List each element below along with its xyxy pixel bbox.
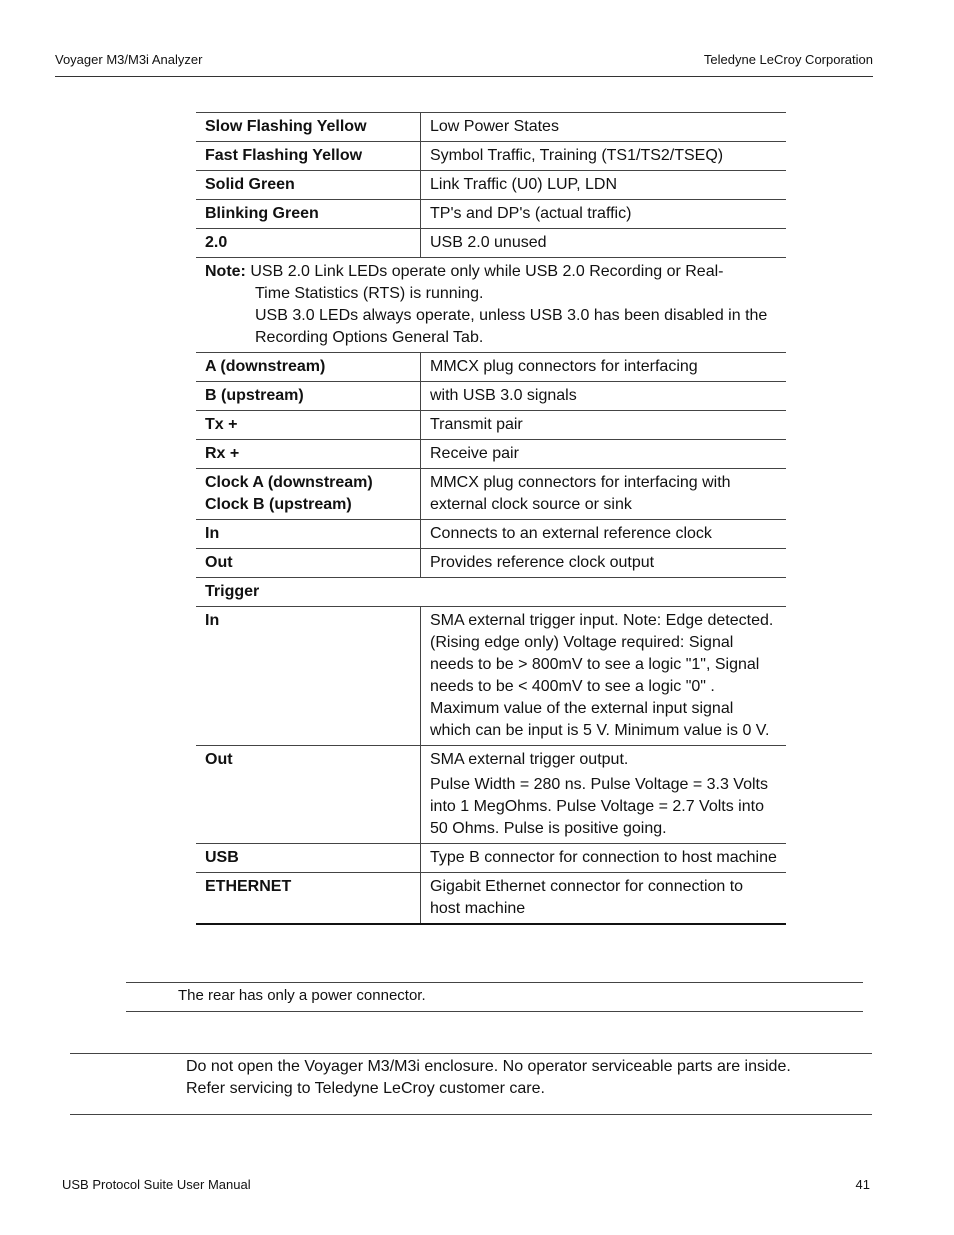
footer-title: USB Protocol Suite User Manual [62,1177,251,1192]
table-row [196,229,786,258]
row-desc: Symbol Traffic, Training (TS1/TS2/TSEQ) [421,142,787,171]
clock-a-label: Clock A (downstream) [205,474,373,491]
row-desc: Link Traffic (U0) LUP, LDN [421,171,787,200]
table-row [196,200,786,229]
row-desc: TP's and DP's (actual traffic) [421,200,787,229]
rear-note-text: The rear has only a power connector. [178,987,426,1004]
note-row [196,258,786,353]
table-row [196,873,786,925]
table-row [196,171,786,200]
row-label: In [196,607,421,746]
row-label: 2.0 [196,229,421,258]
table-row [196,469,786,520]
trigger-heading-row [196,578,786,607]
note-line-3: USB 3.0 LEDs always operate, unless USB 3.0 has been disabled in the [255,307,768,324]
row-desc: MMCX plug connectors for interfacing with external clock source or sink [421,469,787,520]
warning-text: Do not open the Voyager M3/M3i enclosure. No operator serviceable parts are inside. Refer servicing to Teledyne LeCroy customer care. [186,1058,791,1097]
table-row [196,411,786,440]
row-desc: Transmit pair [421,411,787,440]
row-label: Out [196,549,421,578]
table-row [196,844,786,873]
table-row [196,746,786,844]
table-row [196,142,786,171]
clock-b-label: Clock B (upstream) [205,496,352,513]
note-line-2: Time Statistics (RTS) is running. [255,285,484,302]
trigger-out-desc-2: Pulse Width = 280 ns. Pulse Voltage = 3.3 Volts into 1 MegOhms. Pulse Voltage = 2.7 Volts into 50 Ohms. Pulse is positive going. [430,776,768,837]
note-prefix: Note: [205,263,246,280]
note-line-1: USB 2.0 Link LEDs operate only while USB 2.0 Recording or Real- [250,263,724,280]
row-label: ETHERNET [196,873,421,925]
page-header [55,52,873,77]
row-label: Fast Flashing Yellow [196,142,421,171]
trigger-out-desc-1: SMA external trigger output. [430,751,629,768]
header-title: Voyager M3/M3i Analyzer [55,52,203,67]
led-connector-table [196,112,786,925]
table-row [196,353,786,382]
table-row [196,382,786,411]
row-desc: Gigabit Ethernet connector for connection to host machine [421,873,787,925]
table-row [196,520,786,549]
table-row [196,607,786,746]
row-desc: Receive pair [421,440,787,469]
rear-note-box [126,982,863,1012]
row-label: USB [196,844,421,873]
table-row [196,440,786,469]
usb-note-cell [196,258,786,353]
row-label: Tx + [196,411,421,440]
header-company: Teledyne LeCroy Corporation [703,52,873,67]
row-label: Rx + [196,440,421,469]
row-desc: MMCX plug connectors for interfacing [421,353,787,382]
row-label: Solid Green [196,171,421,200]
note-line-4: Recording Options General Tab. [255,329,484,346]
row-label: Out [196,746,421,844]
table-row [196,113,786,142]
row-desc: with USB 3.0 signals [421,382,787,411]
row-label: In [196,520,421,549]
trigger-heading: Trigger [196,578,786,607]
row-desc: USB 2.0 unused [421,229,787,258]
clock-labels [196,469,421,520]
warning-box [70,1053,872,1115]
table-row [196,549,786,578]
row-desc: Provides reference clock output [421,549,787,578]
row-label: Slow Flashing Yellow [196,113,421,142]
trigger-out-desc [421,746,787,844]
row-desc: SMA external trigger input. Note: Edge detected. (Rising edge only) Voltage required: Signal needs to be > 800mV to see a logic "1", Signal needs to be < 400mV to see a logic "0" . Maximum value of the external input signal which can be input is 5 V. Minimum value is 0 V. [421,607,787,746]
row-label: Blinking Green [196,200,421,229]
row-desc: Type B connector for connection to host machine [421,844,787,873]
row-label: A (downstream) [196,353,421,382]
row-desc: Low Power States [421,113,787,142]
row-label: B (upstream) [196,382,421,411]
page-number: 41 [855,1177,870,1192]
row-desc: Connects to an external reference clock [421,520,787,549]
